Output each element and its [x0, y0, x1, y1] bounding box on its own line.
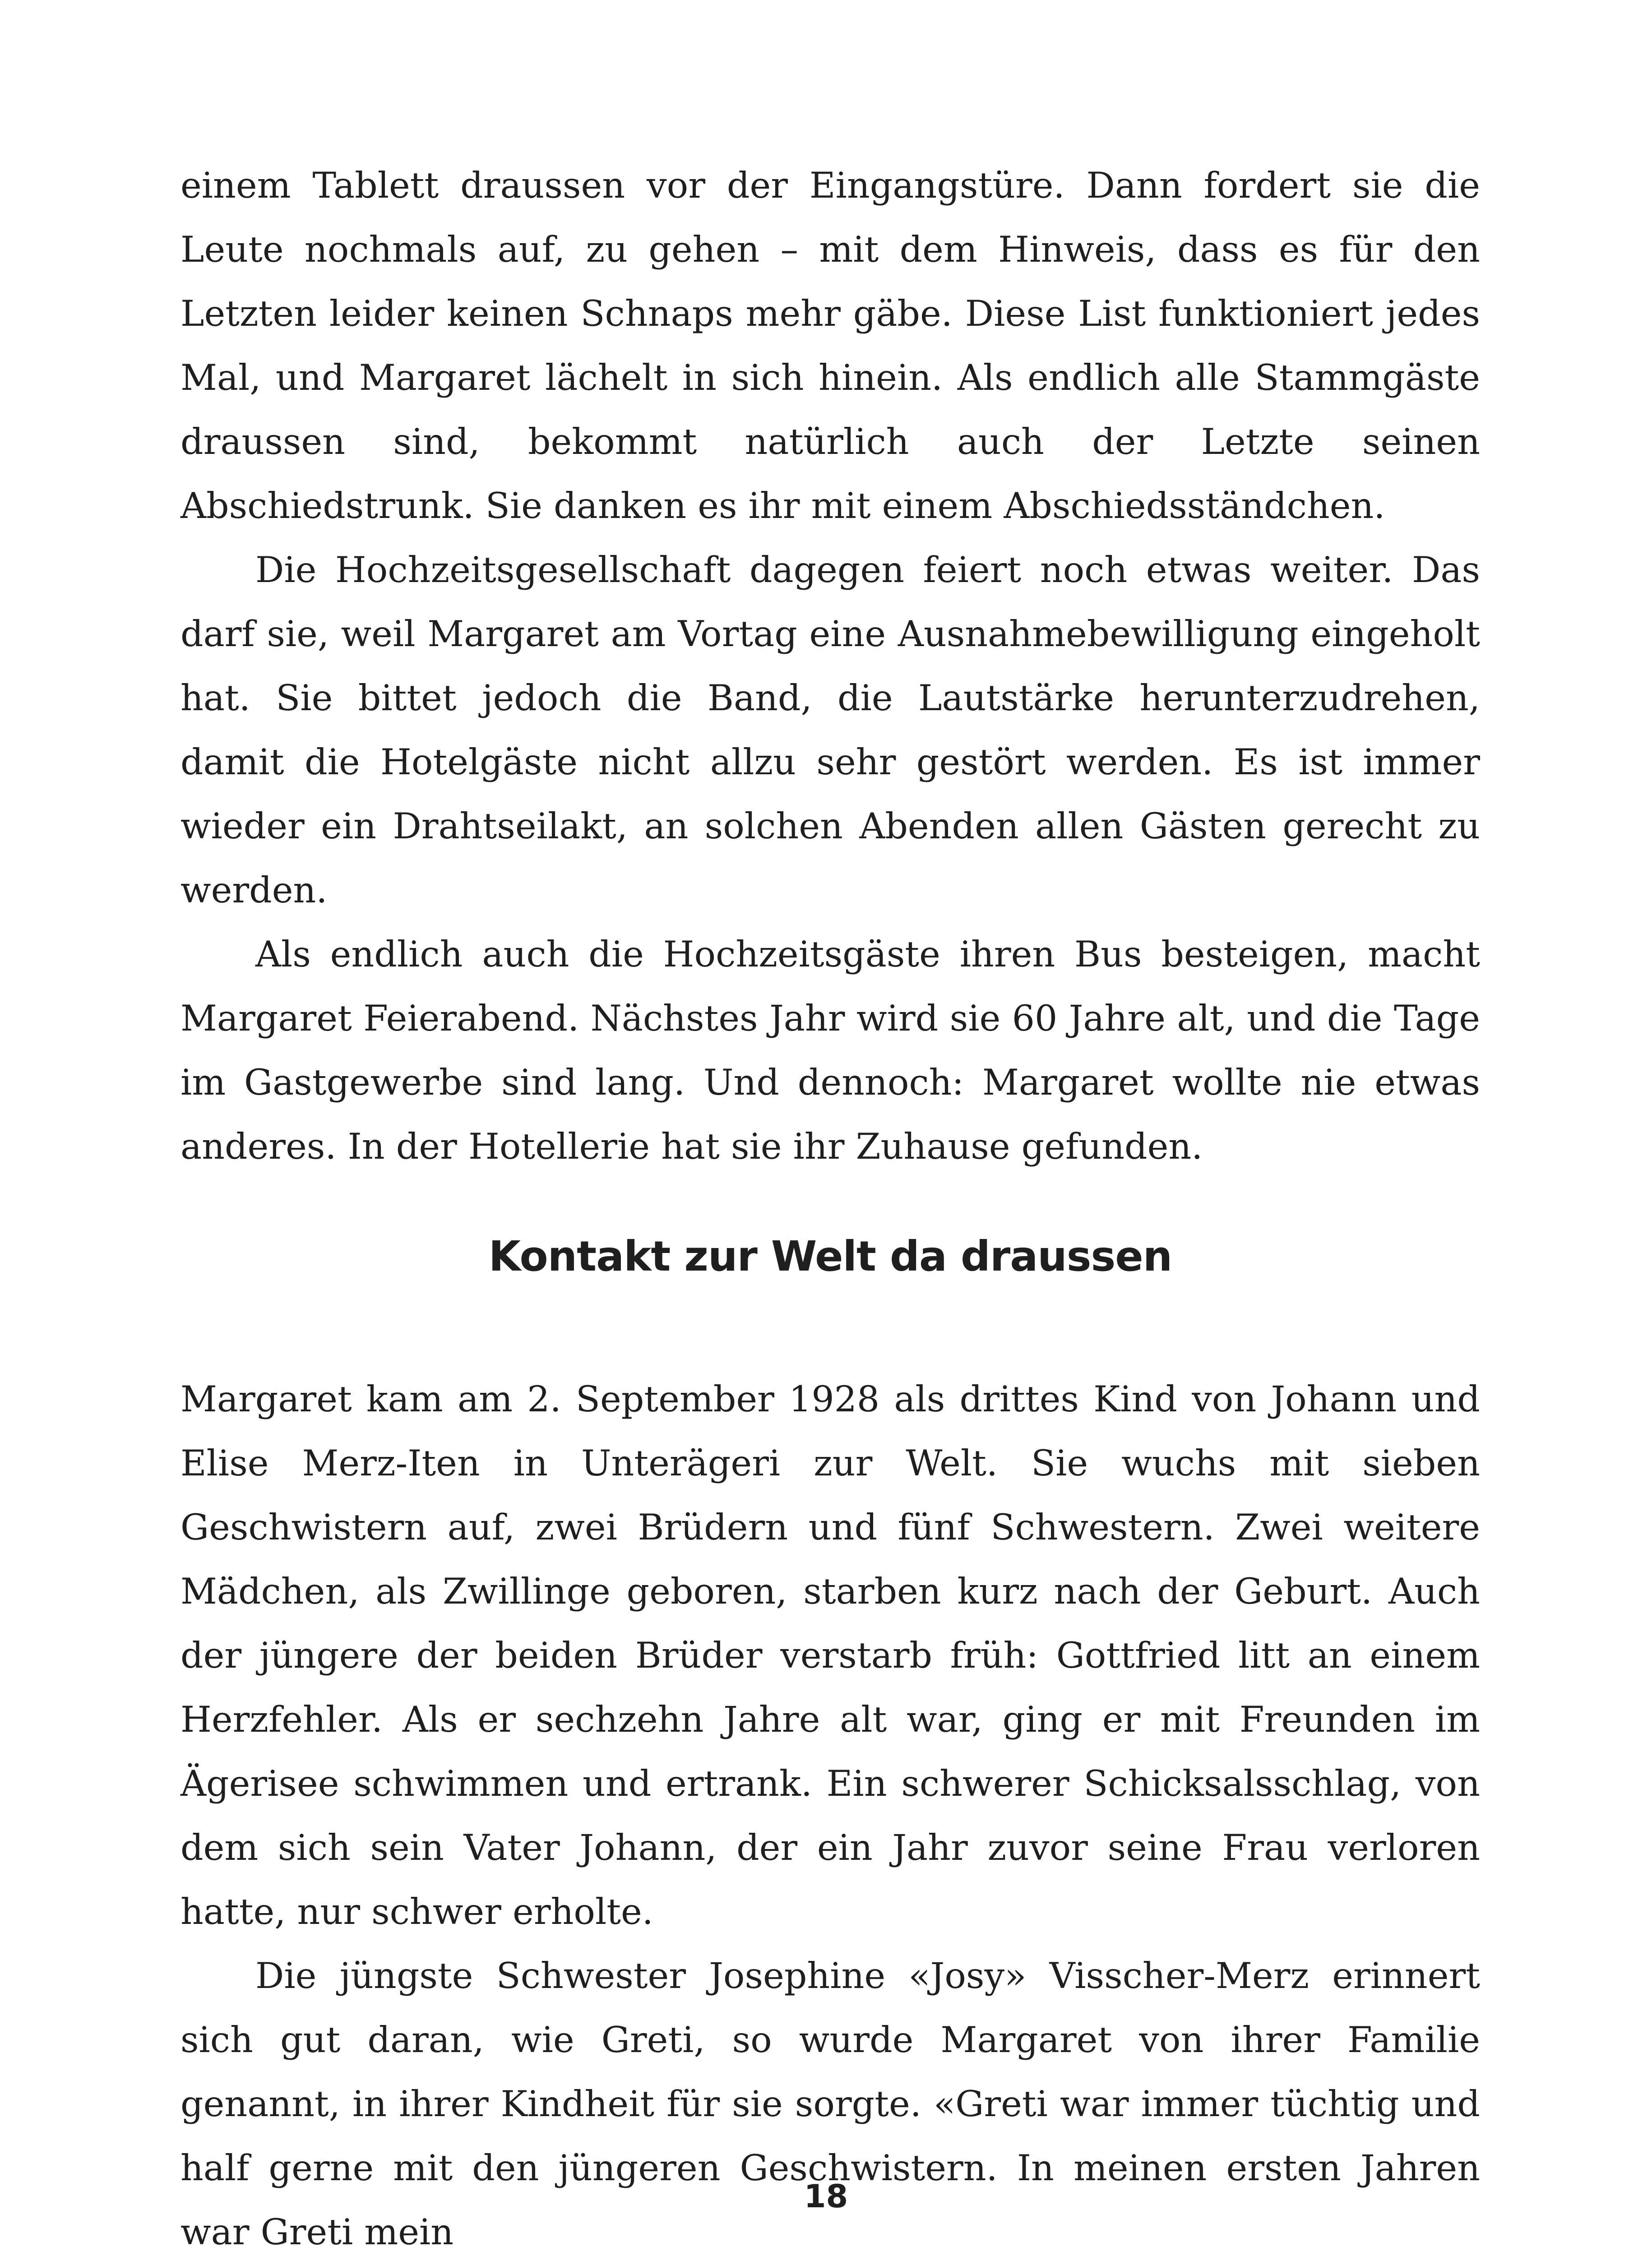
paragraph: einem Tablett draussen vor der Eingangstüre. Dann fordert sie die Leute nochmals auf, zu gehen – mit dem Hinweis, dass es für den Letzten leider keinen Schnaps mehr gäbe. Diese List funktioniert jedes Mal, und Margaret lächelt in sich hinein. Als endlich alle Stammgäste draussen sind, bekommt natürlich auch der Letzte seinen Abschiedstrunk. Sie danken es ihr mit einem Abschiedsständchen. [180, 165, 1480, 527]
text-section-two [180, 1367, 1480, 2256]
page-number: 18 [804, 2178, 848, 2215]
paragraph: Die jüngste Schwester Josephine «Josy» Visscher-Merz erinnert sich gut daran, wie Greti, so wurde Margaret von ihrer Familie genannt, in ihrer Kindheit für sie sorgte. «Greti war immer tüchtig und half gerne mit den jüngeren Geschwistern. In meinen ersten Jahren war Greti mein [180, 1955, 1480, 2253]
text-section-one [180, 153, 1480, 1179]
paragraph: Margaret kam am 2. September 1928 als drittes Kind von Johann und Elise Merz-Iten in Unterägeri zur Welt. Sie wuchs mit sieben Geschwistern auf, zwei Brüdern und fünf Schwestern. Zwei weitere Mädchen, als Zwillinge geboren, starben kurz nach der Geburt. Auch der jüngere der beiden Brüder verstarb früh: Gottfried litt an einem Herzfehler. Als er sechzehn Jahre alt war, ging er mit Freunden im Ägerisee schwimmen und ertrank. Ein schwerer Schicksalsschlag, von dem sich sein Vater Johann, der ein Jahr zuvor seine Frau verloren hatte, nur schwer erholte. [180, 1378, 1480, 1932]
paragraph: Als endlich auch die Hochzeitsgäste ihren Bus besteigen, macht Margaret Feierabend. Nächstes Jahr wird sie 60 Jahre alt, und die Tage im Gastgewerbe sind lang. Und dennoch: Margaret wollte nie etwas anderes. In der Hotellerie hat sie ihr Zuhause gefunden. [180, 934, 1480, 1167]
section-heading: Kontakt zur Welt da draussen [488, 1232, 1172, 1281]
paragraph: Die Hochzeitsgesellschaft dagegen feiert noch etwas weiter. Das darf sie, weil Margaret am Vortag eine Ausnahmebewilligung eingeholt hat. Sie bittet jedoch die Band, die Lautstärke herunterzudrehen, damit die Hotelgäste nicht allzu sehr gestört werden. Es ist immer wieder ein Drahtseilakt, an solchen Abenden allen Gästen gerecht zu werden. [180, 549, 1480, 911]
